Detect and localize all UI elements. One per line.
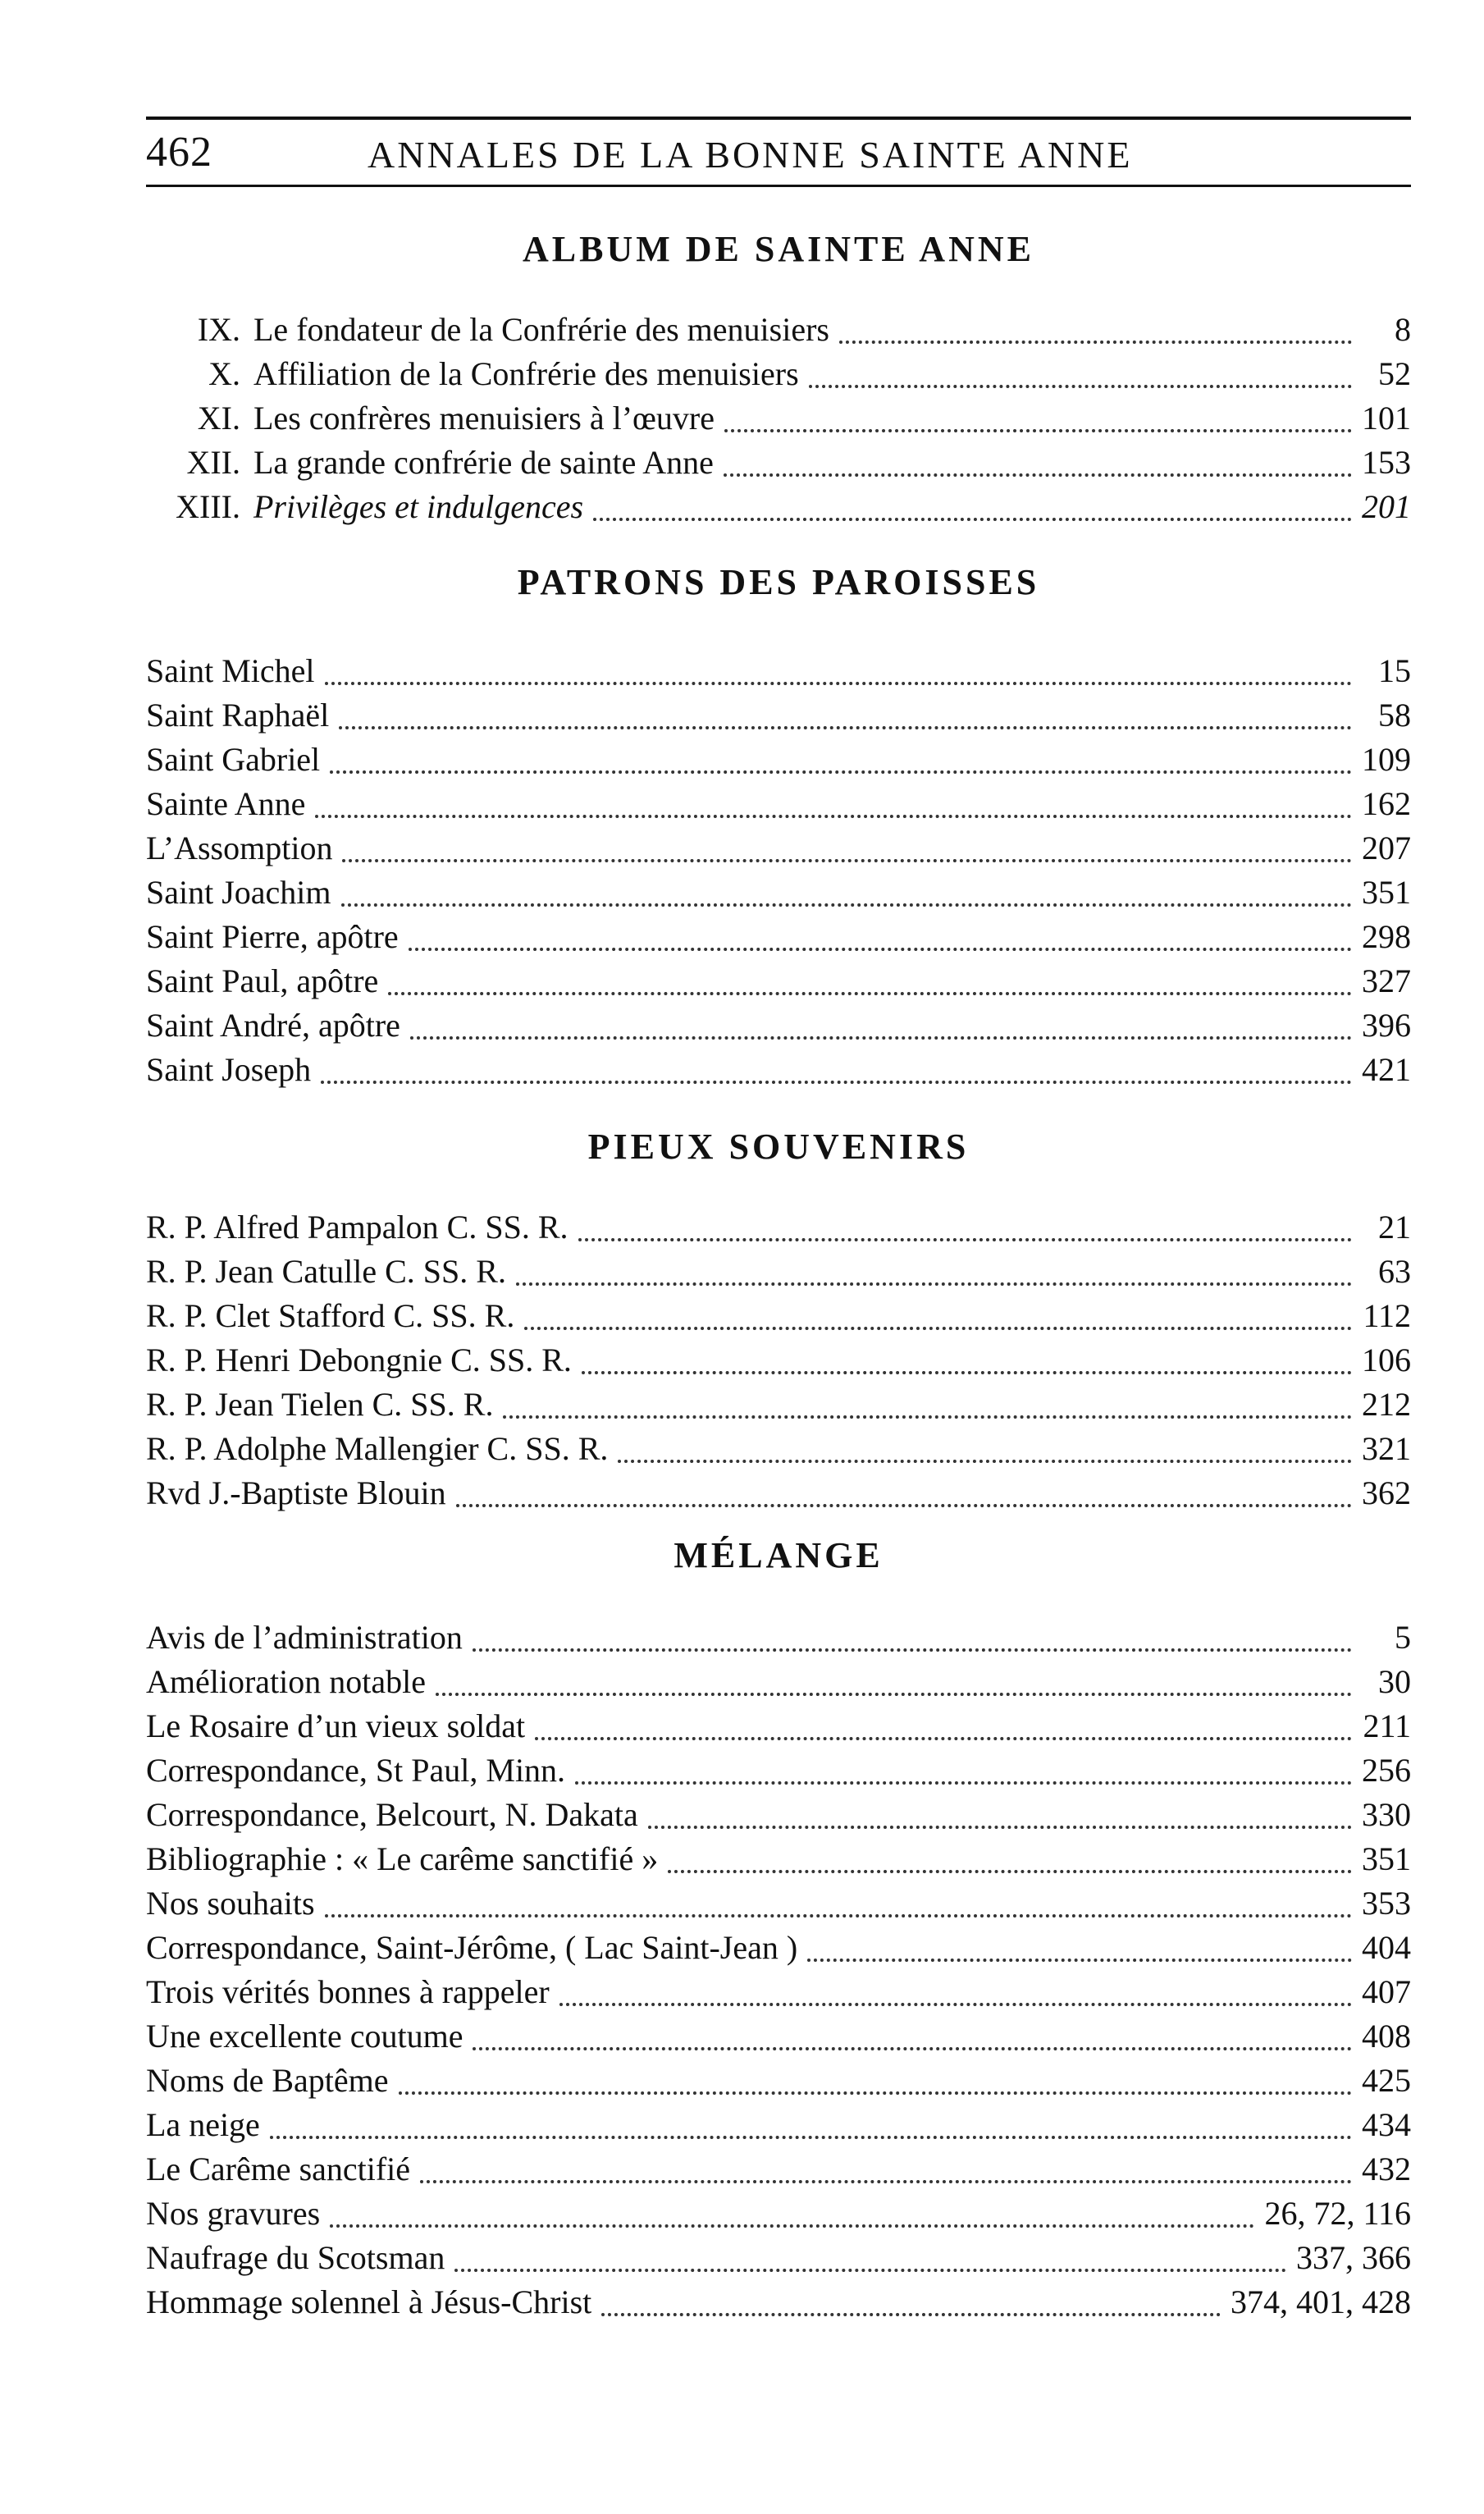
leader-dots	[436, 1691, 1352, 1696]
leader-dots	[535, 1735, 1352, 1740]
leader-dots	[807, 1957, 1352, 1962]
entry-label: Affiliation de la Confrérie des menuisiers	[253, 355, 799, 392]
entry-page: 201	[1362, 488, 1411, 525]
entry-page: 63	[1378, 1253, 1411, 1290]
entry-label: Amélioration notable	[146, 1663, 427, 1700]
toc-list-patrons	[146, 651, 1411, 1095]
toc-entry	[146, 1840, 1411, 1884]
leader-dots	[270, 2134, 1352, 2139]
entry-label: Saint Michel	[146, 652, 315, 689]
entry-label: Nos souhaits	[146, 1885, 315, 1922]
leader-dots	[578, 1236, 1352, 1241]
toc-entry	[146, 2150, 1411, 2194]
leader-dots	[668, 1868, 1352, 1873]
leader-dots	[342, 857, 1352, 862]
entry-label: Privilèges et indulgences	[253, 488, 584, 525]
entry-page: 52	[1378, 355, 1411, 392]
toc-entry	[146, 310, 1411, 354]
toc-entry	[146, 1662, 1411, 1707]
toc-entry	[146, 354, 1411, 399]
toc-entry	[146, 2283, 1411, 2327]
entry-page: 21	[1378, 1209, 1411, 1246]
toc-entry	[146, 487, 1411, 532]
section-title-album: ALBUM DE SAINTE ANNE	[523, 229, 1034, 269]
entry-page: 330	[1362, 1796, 1411, 1833]
leader-dots	[410, 1035, 1352, 1040]
entry-page: 153	[1362, 444, 1411, 481]
entry-page: 337, 366	[1296, 2239, 1411, 2276]
entry-page: 162	[1362, 785, 1411, 822]
toc-entry	[146, 1618, 1411, 1662]
entry-page: 15	[1378, 652, 1411, 689]
entry-label: L’Assomption	[146, 830, 333, 866]
toc-entry	[146, 2238, 1411, 2283]
entry-label: Noms de Baptême	[146, 2062, 389, 2099]
leader-dots	[618, 1458, 1352, 1463]
entry-label: Correspondance, St Paul, Minn.	[146, 1752, 566, 1789]
toc-entry	[146, 1474, 1411, 1518]
entry-label: Correspondance, Saint-Jérôme, ( Lac Saint-Jean )	[146, 1929, 798, 1966]
toc-entry	[146, 1252, 1411, 1296]
leader-dots	[341, 902, 1352, 907]
entry-label: R. P. Henri Debongnie C. SS. R.	[146, 1342, 572, 1378]
section-title-melange: MÉLANGE	[674, 1535, 884, 1575]
toc-entry	[146, 1385, 1411, 1429]
entry-label: Saint Joachim	[146, 874, 331, 911]
leader-dots	[315, 813, 1352, 818]
entry-label: Correspondance, Belcourt, N. Dakata	[146, 1796, 638, 1833]
leader-dots	[473, 1647, 1352, 1652]
toc-entry	[146, 2017, 1411, 2061]
leader-dots	[809, 383, 1352, 388]
toc-list-album	[146, 310, 1411, 532]
entry-label: Le fondateur de la Confrérie des menuisiers	[253, 311, 829, 348]
leader-dots	[321, 1079, 1352, 1084]
entry-page: 404	[1362, 1929, 1411, 1966]
leader-dots	[454, 2267, 1286, 2272]
leader-dots	[399, 2090, 1353, 2095]
entry-page: 408	[1362, 2018, 1411, 2055]
leader-dots	[516, 1281, 1352, 1286]
entry-label: Le Carême sanctifié	[146, 2151, 411, 2187]
entry-page: 298	[1362, 918, 1411, 955]
leader-dots	[388, 990, 1352, 995]
entry-number: IX.	[197, 311, 240, 348]
toc-entry	[146, 2194, 1411, 2238]
entry-label: Le Rosaire d’un vieux soldat	[146, 1707, 526, 1744]
header-top-rule	[146, 117, 1411, 120]
toc-entry	[146, 399, 1411, 443]
toc-entry	[146, 1050, 1411, 1095]
entry-page: 396	[1362, 1007, 1411, 1044]
entry-label: La grande confrérie de sainte Anne	[253, 444, 714, 481]
toc-entry	[146, 1972, 1411, 2017]
entry-label: R. P. Jean Tielen C. SS. R.	[146, 1386, 494, 1423]
toc-entry	[146, 1341, 1411, 1385]
toc-entry	[146, 2105, 1411, 2150]
entry-page: 321	[1362, 1430, 1411, 1467]
toc-entry	[146, 917, 1411, 962]
entry-page: 432	[1362, 2151, 1411, 2187]
entry-page: 434	[1362, 2106, 1411, 2143]
entry-page: 106	[1362, 1342, 1411, 1378]
toc-entry	[146, 962, 1411, 1006]
entry-page: 101	[1362, 400, 1411, 437]
leader-dots	[339, 724, 1352, 729]
toc-entry	[146, 1884, 1411, 1928]
entry-label: Saint Paul, apôtre	[146, 962, 379, 999]
leader-dots	[325, 680, 1352, 685]
leader-dots	[601, 2311, 1221, 2316]
leader-dots	[575, 1780, 1352, 1785]
leader-dots	[839, 339, 1352, 344]
entry-label: Les confrères menuisiers à l’œuvre	[253, 400, 715, 437]
leader-dots	[593, 516, 1352, 521]
running-title: ANNALES DE LA BONNE SAINTE ANNE	[368, 134, 1133, 176]
entry-page: 425	[1362, 2062, 1411, 2099]
entry-page: 421	[1362, 1051, 1411, 1088]
leader-dots	[524, 1325, 1352, 1330]
entry-page: 5	[1395, 1619, 1411, 1656]
toc-entry	[146, 1707, 1411, 1751]
leader-dots	[325, 1913, 1352, 1917]
toc-entry	[146, 651, 1411, 696]
entry-label: Avis de l’administration	[146, 1619, 463, 1656]
toc-list-souvenirs	[146, 1208, 1411, 1518]
entry-page: 58	[1378, 697, 1411, 734]
entry-label: La neige	[146, 2106, 260, 2143]
entry-label: Saint Raphaël	[146, 697, 330, 734]
entry-label: R. P. Clet Stafford C. SS. R.	[146, 1297, 515, 1334]
leader-dots	[473, 2045, 1352, 2050]
entry-label: Une excellente coutume	[146, 2018, 463, 2055]
entry-page: 30	[1378, 1663, 1411, 1700]
page-header	[146, 123, 1411, 182]
leader-dots	[724, 427, 1352, 432]
entry-page: 327	[1362, 962, 1411, 999]
entry-label: Trois vérités bonnes à rappeler	[146, 1973, 550, 2010]
toc-entry	[146, 2061, 1411, 2105]
entry-page: 374, 401, 428	[1231, 2283, 1411, 2320]
document-page	[146, 0, 1411, 2514]
entry-label: Saint Gabriel	[146, 741, 321, 778]
entry-page: 351	[1362, 1840, 1411, 1877]
entry-page: 112	[1363, 1297, 1411, 1334]
entry-label: Rvd J.-Baptiste Blouin	[146, 1474, 446, 1511]
entry-page: 8	[1395, 311, 1411, 348]
leader-dots	[503, 1414, 1352, 1419]
entry-label: R. P. Adolphe Mallengier C. SS. R.	[146, 1430, 609, 1467]
leader-dots	[648, 1824, 1352, 1829]
toc-entry	[146, 1751, 1411, 1795]
entry-page: 353	[1362, 1885, 1411, 1922]
leader-dots	[330, 2223, 1254, 2228]
toc-entry	[146, 1296, 1411, 1341]
leader-dots	[724, 472, 1352, 477]
entry-number: XII.	[186, 444, 240, 481]
leader-dots	[330, 769, 1352, 774]
entry-page: 109	[1362, 741, 1411, 778]
entry-label: Nos gravures	[146, 2195, 321, 2232]
section-title-patrons: PATRONS DES PAROISSES	[517, 562, 1040, 602]
entry-page: 351	[1362, 874, 1411, 911]
toc-entry	[146, 1795, 1411, 1840]
leader-dots	[409, 946, 1352, 951]
entry-label: Saint André, apôtre	[146, 1007, 400, 1044]
entry-label: Hommage solennel à Jésus-Christ	[146, 2283, 592, 2320]
entry-page: 207	[1362, 830, 1411, 866]
toc-entry	[146, 1006, 1411, 1050]
entry-label: Sainte Anne	[146, 785, 306, 822]
toc-entry	[146, 1208, 1411, 1252]
header-bottom-rule	[146, 185, 1411, 187]
leader-dots	[420, 2178, 1352, 2183]
toc-entry	[146, 443, 1411, 487]
entry-page: 26, 72, 116	[1264, 2195, 1411, 2232]
entry-label: Bibliographie : « Le carême sanctifié »	[146, 1840, 659, 1877]
entry-number: X.	[208, 355, 240, 392]
toc-entry	[146, 784, 1411, 829]
entry-number: XI.	[197, 400, 240, 437]
entry-label: R. P. Jean Catulle C. SS. R.	[146, 1253, 506, 1290]
entry-label: Saint Pierre, apôtre	[146, 918, 399, 955]
toc-entry	[146, 740, 1411, 784]
entry-label: R. P. Alfred Pampalon C. SS. R.	[146, 1209, 568, 1246]
toc-entry	[146, 829, 1411, 873]
page-number: 462	[146, 129, 212, 176]
entry-page: 256	[1362, 1752, 1411, 1789]
toc-entry	[146, 1429, 1411, 1474]
entry-label: Naufrage du Scotsman	[146, 2239, 445, 2276]
entry-page: 211	[1363, 1707, 1411, 1744]
leader-dots	[582, 1369, 1352, 1374]
entry-label: Saint Joseph	[146, 1051, 312, 1088]
toc-entry	[146, 1928, 1411, 1972]
toc-list-melange	[146, 1618, 1411, 2327]
entry-page: 407	[1362, 1973, 1411, 2010]
leader-dots	[456, 1502, 1352, 1507]
leader-dots	[559, 2001, 1352, 2006]
entry-page: 212	[1362, 1386, 1411, 1423]
toc-entry	[146, 696, 1411, 740]
toc-entry	[146, 873, 1411, 917]
entry-page: 362	[1362, 1474, 1411, 1511]
section-title-souvenirs: PIEUX SOUVENIRS	[587, 1127, 970, 1167]
entry-number: XIII.	[176, 488, 240, 525]
